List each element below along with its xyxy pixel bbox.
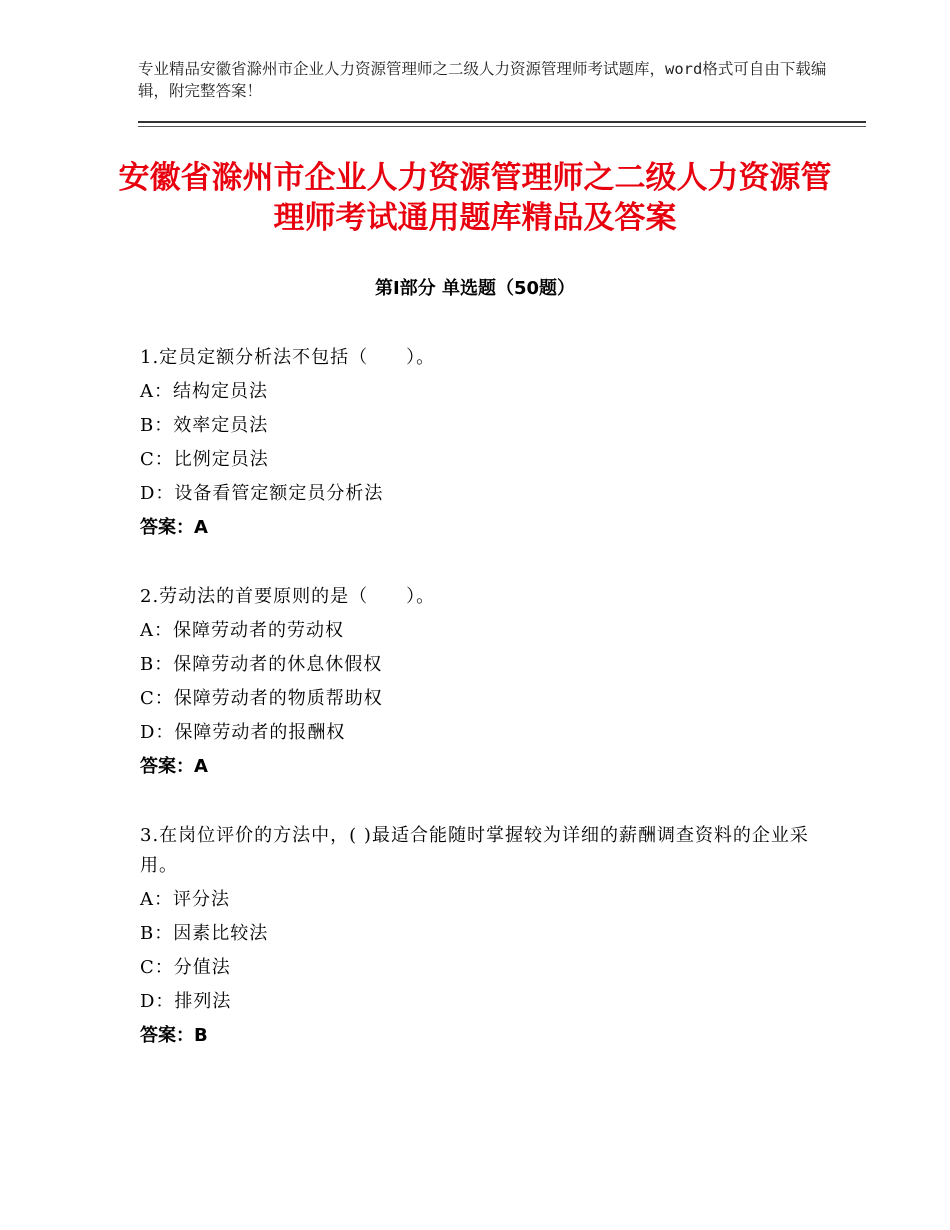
- header-note: 专业精品安徽省滁州市企业人力资源管理师之二级人力资源管理师考试题库，word格式可自由下载编辑，附完整答案！: [138, 60, 827, 100]
- question-stem: 2.劳动法的首要原则的是（ ）。: [140, 586, 436, 607]
- question-stem: 1.定员定额分析法不包括（ ）。: [140, 347, 436, 368]
- option-b: B：效率定员法: [140, 415, 269, 436]
- question-stem: 3.在岗位评价的方法中，( )最适合能随时掌握较为详细的薪酬调查资料的企业采用。: [140, 825, 809, 876]
- answer: 答案：B: [140, 1025, 208, 1046]
- header-rule-thin: [138, 126, 866, 127]
- question-2: [140, 580, 820, 784]
- option-c: C：分值法: [140, 957, 231, 978]
- question-3: [140, 821, 820, 1053]
- option-d: D：排列法: [140, 991, 232, 1012]
- answer: 答案：A: [140, 517, 208, 538]
- option-a: A：评分法: [140, 889, 230, 910]
- option-a: A：结构定员法: [140, 381, 268, 402]
- answer: 答案：A: [140, 756, 208, 777]
- option-d: D：设备看管定额定员分析法: [140, 483, 384, 504]
- option-b: B：保障劳动者的休息休假权: [140, 654, 383, 675]
- section-title: 第Ⅰ部分 单选题（50题）: [374, 278, 575, 299]
- document-title: 安徽省滁州市企业人力资源管理师之二级人力资源管理师考试通用题库精品及答案: [118, 160, 832, 236]
- header-rule-thick: [138, 121, 866, 123]
- option-c: C：比例定员法: [140, 449, 269, 470]
- question-1: [140, 341, 820, 545]
- option-a: A：保障劳动者的劳动权: [140, 620, 344, 641]
- option-b: B：因素比较法: [140, 923, 269, 944]
- option-c: C：保障劳动者的物质帮助权: [140, 688, 383, 709]
- option-d: D：保障劳动者的报酬权: [140, 722, 346, 743]
